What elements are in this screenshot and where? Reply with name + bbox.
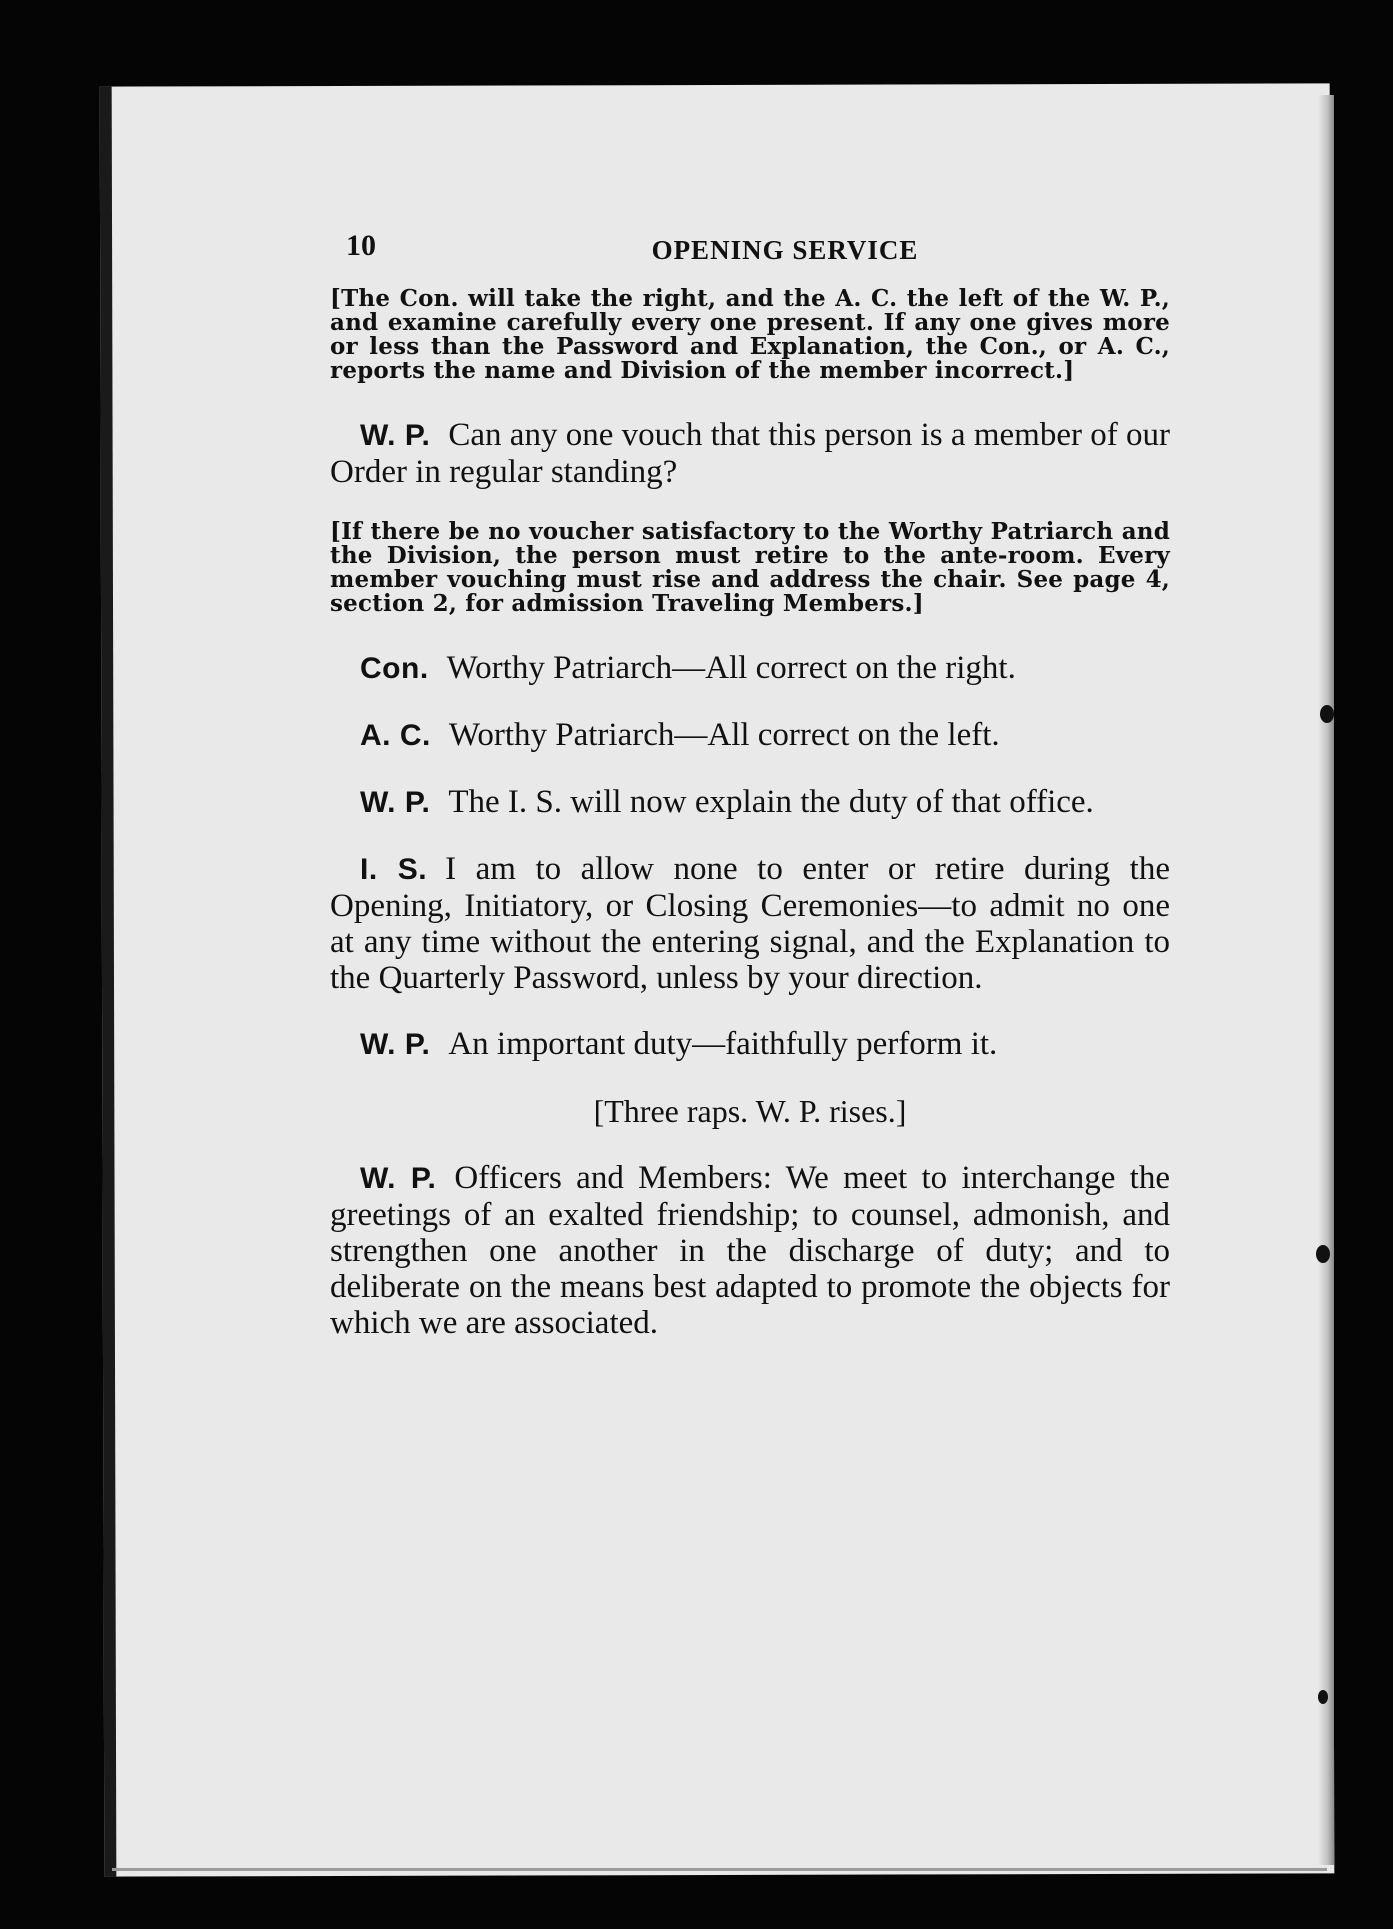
speech-text: An important duty—faithfully perform it.	[448, 1026, 998, 1062]
speech-text: Worthy Patriarch—All correct on the left.	[448, 717, 1000, 753]
speech-text: I am to allow none to enter or retire during the Opening, Initiatory, or Closing Ceremonies—to admit no one at any time without the entering signal, and the Explanation to the Quarterly Password, unless by your direction.	[330, 851, 1170, 996]
binding-staple-mark	[1320, 705, 1334, 723]
speech-text: Officers and Members: We meet to interchange the greetings of an exalted friendship; to counsel, admonish, and strengthen one another in the discharge of duty; and to deliberate on the means best adapted to promote the objects for which we are associated.	[330, 1160, 1170, 1341]
speech-wp-address	[330, 1160, 1170, 1341]
page-text	[330, 225, 1170, 1371]
speaker-label: I. S.	[360, 853, 428, 886]
speaker-label: W. P.	[360, 419, 431, 452]
binding-staple-mark	[1316, 1245, 1330, 1263]
speaker-label: W. P.	[360, 1162, 437, 1195]
speech-ac	[330, 717, 1170, 754]
speech-text: Can any one vouch that this person is a member of our Order in regular standing?	[330, 417, 1171, 490]
rubric-voucher: [If there be no voucher satisfactory to the Worthy Patriarch and the Division, the person must retire to the ante-room. Every member vouching must rise and address the chair. See page 4, section 2, for admission Traveling Members.]	[330, 518, 1170, 617]
speech-wp-important-duty	[330, 1026, 1170, 1063]
binding-staple-mark	[1318, 1690, 1328, 1704]
running-head: OPENING SERVICE	[651, 235, 919, 265]
page-bottom-edge	[112, 1868, 1327, 1871]
speech-wp-is-duty	[330, 784, 1170, 821]
speaker-label: W. P.	[360, 786, 431, 819]
speech-text: The I. S. will now explain the duty of that office.	[448, 784, 1094, 820]
page-header	[330, 225, 1170, 273]
stage-direction: [Three raps. W. P. rises.]	[593, 1093, 907, 1129]
speaker-label: Con.	[360, 652, 429, 685]
speech-text: Worthy Patriarch—All correct on the right.	[446, 650, 1016, 686]
speaker-label: W. P.	[360, 1028, 431, 1061]
speech-wp-vouch	[330, 417, 1170, 490]
rubric-examination: [The Con. will take the right, and the A. C. the left of the W. P., and examine carefully every one present. If any one gives more or less than the Password and Explanation, the Con., or A. C., reports the name and Division of the member incorrect.]	[330, 285, 1170, 384]
speech-con	[330, 650, 1170, 687]
speech-is	[330, 851, 1170, 996]
spine-shadow	[1318, 95, 1328, 1865]
page-edge-right	[1328, 95, 1334, 1865]
page-number: 10	[346, 229, 376, 262]
speaker-label: A. C.	[360, 719, 431, 752]
